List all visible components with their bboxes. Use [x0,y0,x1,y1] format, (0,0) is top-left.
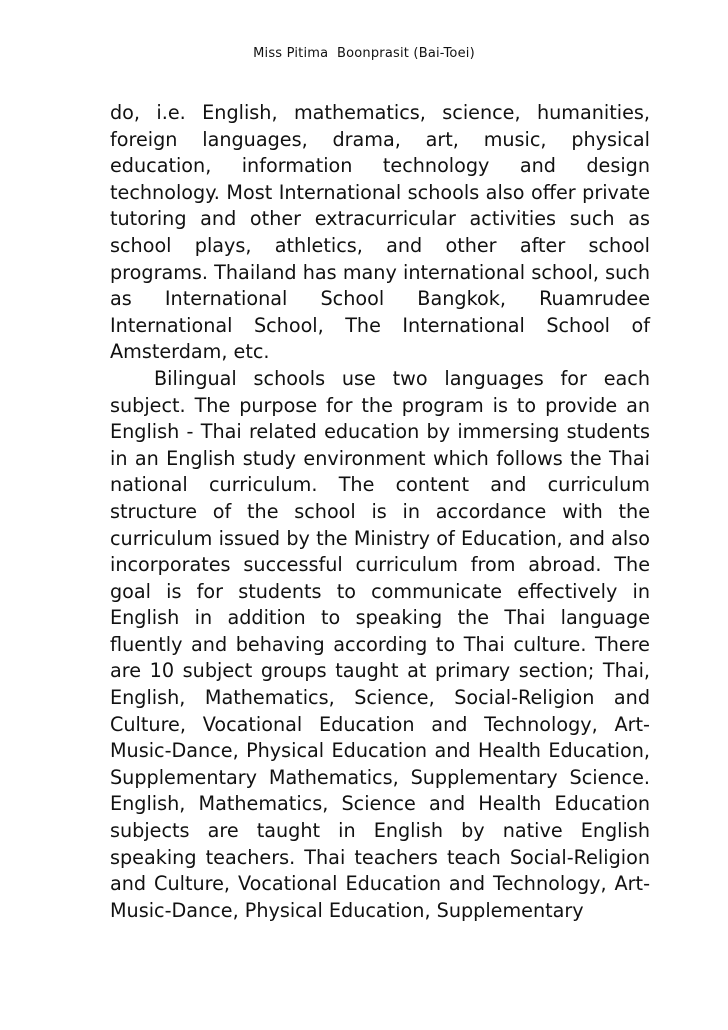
body-text [110,100,650,924]
paragraph-bilingual-schools: Bilingual schools use two languages for each subject. The purpose for the program is to provide an English - Thai related education by immersing students in an English study environment which follows the Thai national curriculum. The content and curriculum structure of the school is in accordance with the curriculum issued by the Ministry of Education, and also incorporates successful curriculum from abroad. The goal is for students to communicate effectively in English in addition to speaking the Thai language fluently and behaving according to Thai culture. There are 10 subject groups taught at primary section; Thai, English, Mathematics, Science, Social-Religion and Culture, Vocational Education and Technology, Art-Music-Dance, Physical Education and Health Education, Supplementary Mathematics, Supplementary Science. English, Mathematics, Science and Health Education subjects are taught in English by native English speaking teachers. Thai teachers teach Social-Religion and Culture, Vocational Education and Technology, Art-Music-Dance, Physical Education, Supplementary [110,366,650,922]
running-header: Miss Pitima Boonprasit (Bai-Toei) [253,46,475,61]
paragraph-continuation: do, i.e. English, mathematics, science, humanities, foreign languages, drama, art, music, physical education, information technology and design technology. Most International schools also offer private tutoring and other extracurricular activities such as school plays, athletics, and other after school programs. Thailand has many international school, such as International School Bangkok, Ruamrudee International School, The International School of Amsterdam, etc. [110,101,650,364]
